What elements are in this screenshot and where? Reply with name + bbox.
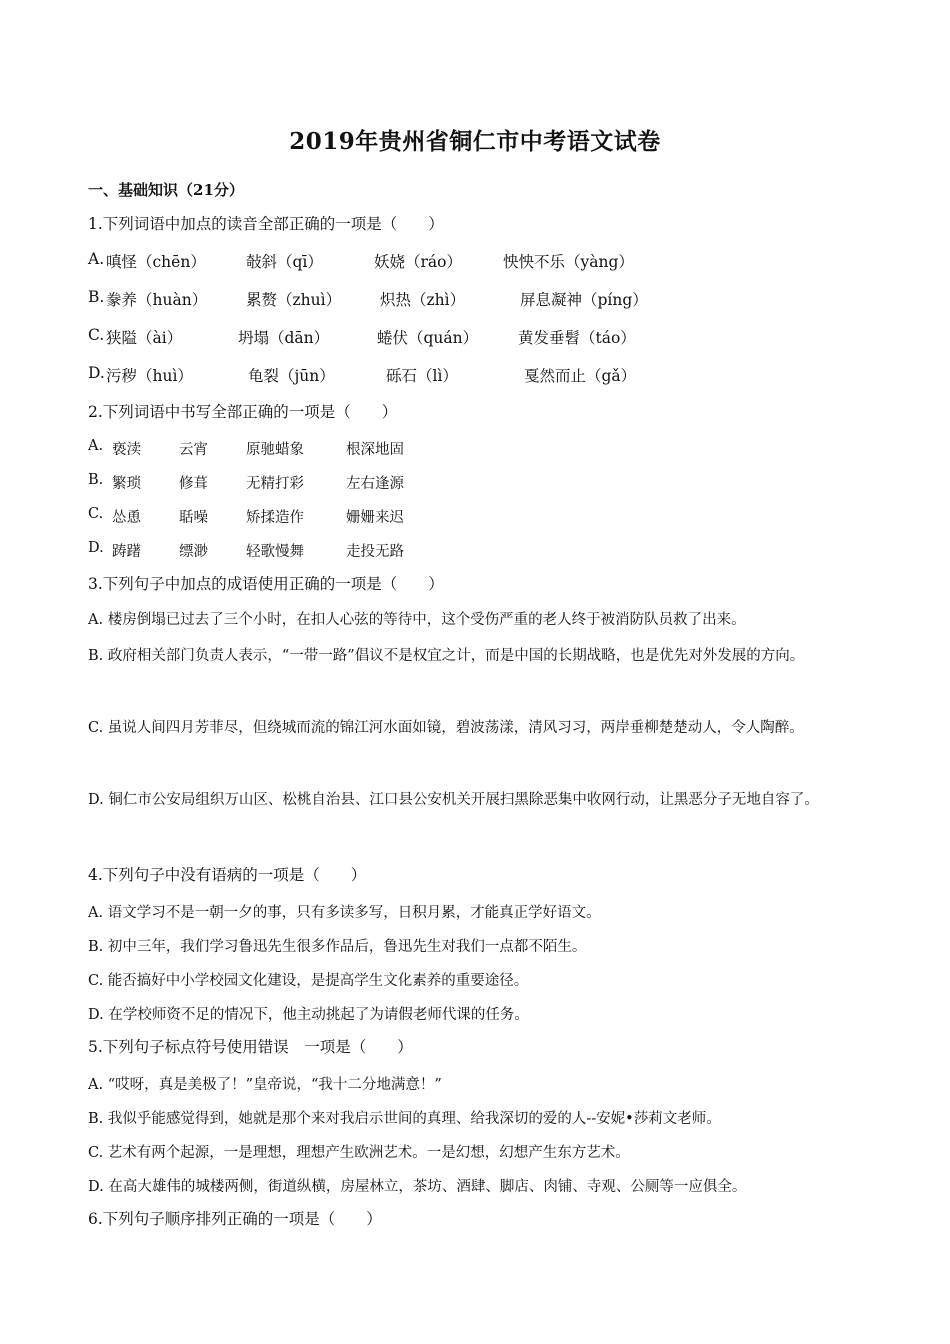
option-item: 云宵 (179, 442, 208, 458)
option-item: 坍塌（dān） (238, 329, 330, 347)
q5-option-d: D. 在高大雄伟的城楼两侧，街道纵横，房屋林立，茶坊、酒肆、脚店、肉铺、寺观、公厕等一应俱全。 (88, 1179, 747, 1195)
option-item: 根深地固 (346, 442, 404, 458)
option-item: 怏怏不乐（yàng） (503, 253, 634, 271)
section-heading: 一、基础知识（21分） (88, 181, 244, 199)
option-item: 黄发垂髫（táo） (518, 329, 636, 347)
option-item: 污秽（huì） (106, 367, 193, 385)
option-item: 蜷伏（quán） (377, 329, 479, 347)
option-label: D. (88, 540, 104, 556)
option-label: A. (88, 438, 104, 454)
option-label: B. (88, 288, 105, 306)
q3-stem: 3.下列句子中加点的成语使用正确的一项是（ ） (88, 575, 444, 593)
option-item: 左右逢源 (346, 476, 404, 492)
q4-option-d: D. 在学校师资不足的情况下，他主动挑起了为请假老师代课的任务。 (88, 1007, 529, 1023)
q3-option-a: A. 楼房倒塌已过去了三个小时，在扣人心弦的等待中，这个受伤严重的老人终于被消防队员救了出来。 (88, 612, 746, 628)
page-title: 2019年贵州省铜仁市中考语文试卷 (289, 128, 661, 155)
option-item: 繁琐 (112, 476, 141, 492)
option-item: 姗姗来迟 (346, 510, 404, 526)
q6-stem: 6.下列句子顺序排列正确的一项是（ ） (88, 1210, 382, 1228)
option-item: 走投无路 (346, 544, 404, 560)
q4-option-c: C. 能否搞好中小学校园文化建设，是提高学生文化素养的重要途径。 (88, 973, 529, 989)
option-item: 累赘（zhuì） (246, 291, 342, 309)
q4-option-b: B. 初中三年，我们学习鲁迅先生很多作品后，鲁迅先生对我们一点都不陌生。 (88, 939, 587, 955)
option-item: 无精打彩 (246, 476, 304, 492)
option-item: 敧斜（qī） (246, 253, 323, 271)
q4-stem: 4.下列句子中没有语病的一项是（ ） (88, 866, 367, 884)
option-item: 轻歌慢舞 (246, 544, 304, 560)
option-item: 狭隘（ài） (106, 329, 183, 347)
option-item: 缥渺 (179, 544, 208, 560)
q5-option-b: B. 我似乎能感觉得到，她就是那个来对我启示世间的真理、给我深切的爱的人--安妮•莎莉文老师。 (88, 1111, 721, 1127)
q4-option-a: A. 语文学习不是一朝一夕的事，只有多读多写，日积月累，才能真正学好语文。 (88, 905, 601, 921)
option-label: A. (88, 250, 105, 268)
option-label: B. (88, 472, 104, 488)
option-item: 豢养（huàn） (106, 291, 208, 309)
option-item: 砾石（lì） (386, 367, 458, 385)
q5-option-c: C. 艺术有两个起源，一是理想，理想产生欧洲艺术。一是幻想，幻想产生东方艺术。 (88, 1145, 630, 1161)
option-item: 矫揉造作 (246, 510, 304, 526)
option-item: 原驰蜡象 (246, 442, 304, 458)
q3-option-c: C. 虽说人间四月芳菲尽，但绕城而流的锦江河水面如镜，碧波荡漾，清风习习，两岸垂柳楚楚动人，令人陶醉。 (88, 720, 804, 736)
option-item: 亵渎 (112, 442, 141, 458)
option-label: C. (88, 326, 105, 344)
option-label: C. (88, 506, 104, 522)
option-item: 嗔怪（chēn） (106, 253, 206, 271)
q1-stem: 1.下列词语中加点的读音全部正确的一项是（ ） (88, 215, 444, 233)
option-item: 戛然而止（gǎ） (524, 367, 637, 385)
q5-option-a: A. “哎呀，真是美极了！”皇帝说，“我十二分地满意！” (88, 1077, 442, 1093)
option-item: 怂恿 (112, 510, 141, 526)
q3-option-b: B. 政府相关部门负责人表示，“一带一路”倡议不是权宜之计，而是中国的长期战略，也是优先对外发展的方向。 (88, 648, 805, 664)
option-item: 屏息凝神（píng） (520, 291, 648, 309)
option-item: 妖娆（ráo） (374, 253, 462, 271)
option-item: 炽热（zhì） (380, 291, 466, 309)
option-item: 聒噪 (179, 510, 208, 526)
q2-stem: 2.下列词语中书写全部正确的一项是（ ） (88, 403, 398, 421)
q5-stem: 5.下列句子标点符号使用错误 一项是（ ） (88, 1038, 413, 1056)
option-item: 修葺 (179, 476, 208, 492)
option-item: 龟裂（jūn） (248, 367, 335, 385)
option-label: D. (88, 364, 105, 382)
option-item: 踌躇 (112, 544, 141, 560)
q3-option-d: D. 铜仁市公安局组织万山区、松桃自治县、江口县公安机关开展扫黑除恶集中收网行动，让黑恶分子无地自容了。 (88, 792, 819, 808)
